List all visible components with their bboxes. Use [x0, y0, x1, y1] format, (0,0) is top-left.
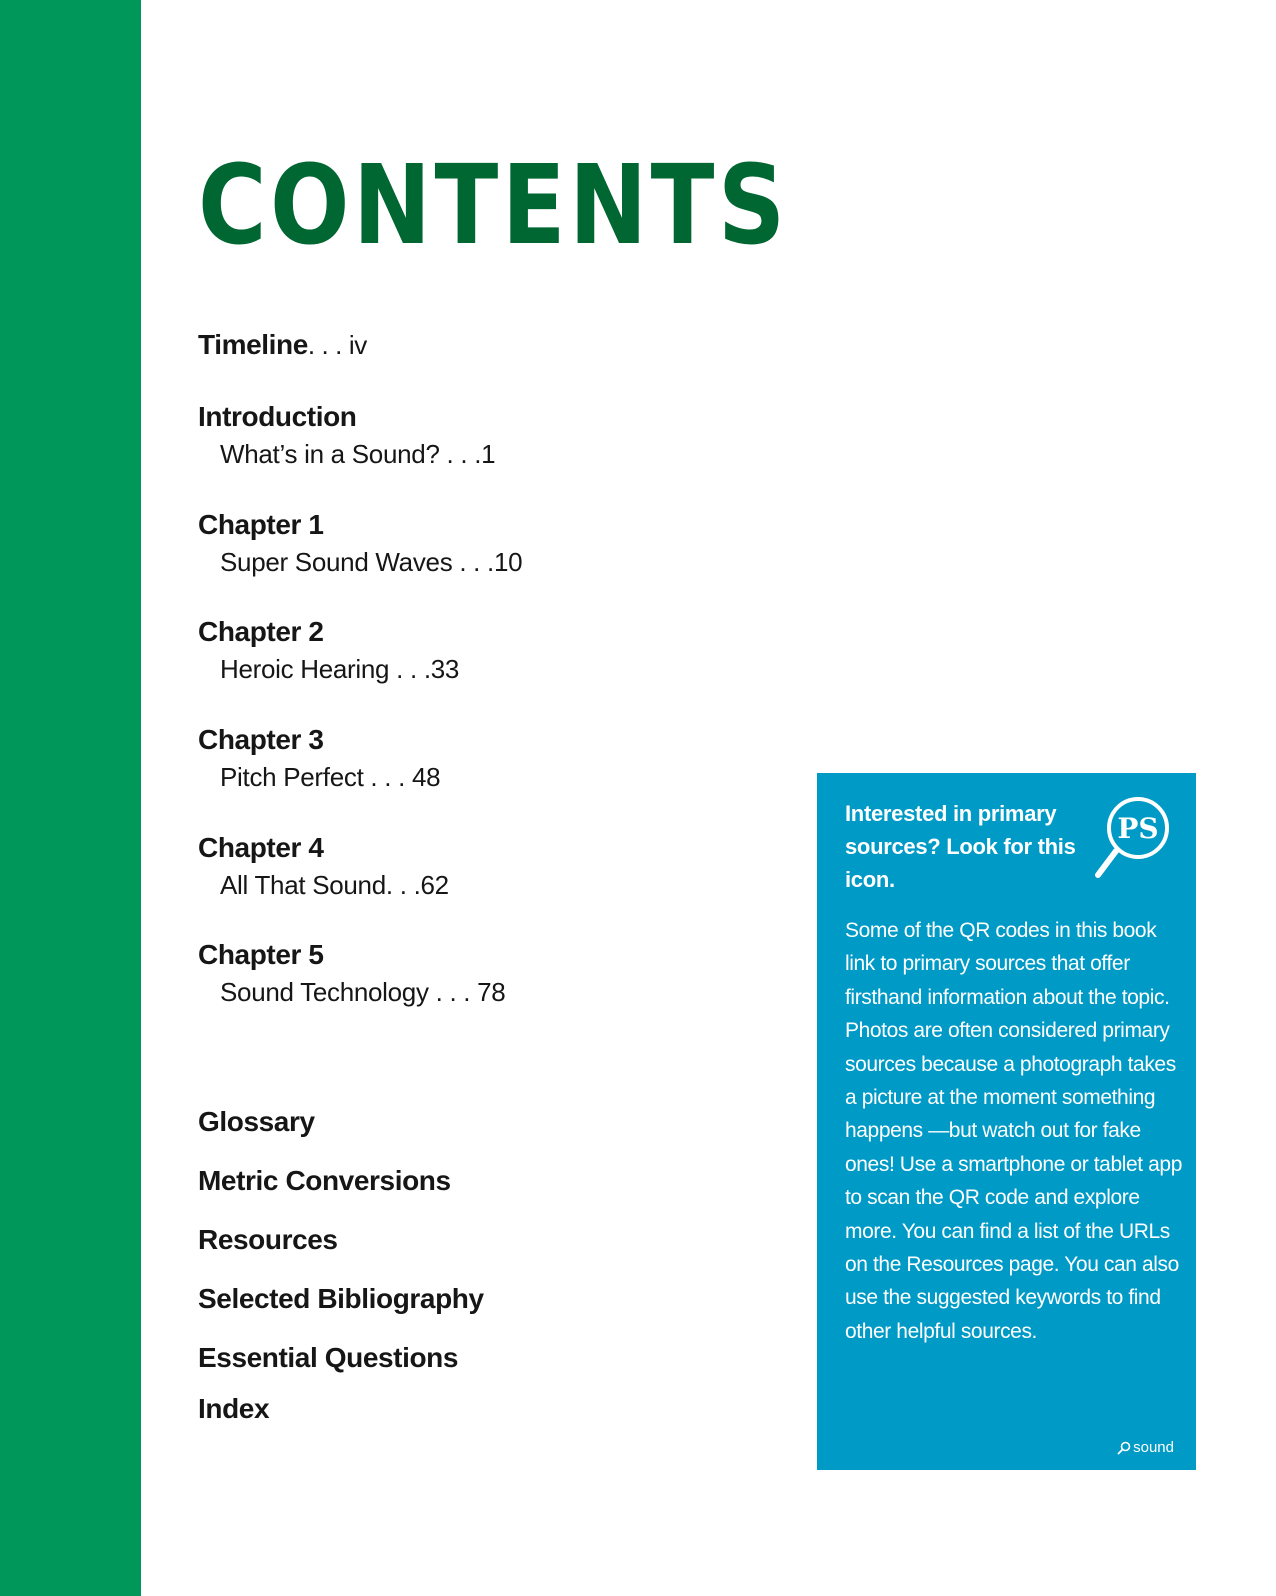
toc-selected-bibliography[interactable]: Selected Bibliography — [198, 1283, 484, 1314]
toc-label: Chapter 4 — [198, 832, 324, 863]
ps-box-heading: Interested in primary sources? Look for this icon. — [845, 801, 1076, 892]
toc-entry-chapter-5[interactable] — [198, 938, 505, 1009]
toc-entry-chapter-3[interactable] — [198, 723, 440, 794]
toc-label: Chapter 1 — [198, 509, 324, 540]
toc-glossary[interactable]: Glossary — [198, 1106, 315, 1137]
ps-icon-text: PS — [1117, 812, 1159, 845]
toc-resources[interactable]: Resources — [198, 1224, 338, 1255]
toc-subtitle: Pitch Perfect . . . 48 — [220, 762, 441, 792]
toc-entry-timeline[interactable] — [198, 328, 367, 362]
ps-box-body: Some of the QR codes in this book link to primary sources that offer firsthand information about the topic. Photos are often considered primary sources because a photograph takes a picture at the moment something happens —but watch out for fake ones! Use a smartphone or tablet app to scan the QR code and explore more. You can find a list of the URLs on the Resources page. You can also use the suggested keywords to find other helpful sources. — [845, 919, 1182, 1343]
green-sidebar-band — [0, 0, 141, 1596]
toc-index[interactable]: Index — [198, 1393, 270, 1424]
keyword-tag — [1117, 1439, 1174, 1456]
toc-subtitle: All That Sound. . .62 — [220, 870, 449, 900]
primary-sources-box — [817, 773, 1196, 1470]
toc-metric-conversions[interactable]: Metric Conversions — [198, 1165, 451, 1196]
toc-label: Chapter 2 — [198, 616, 324, 647]
toc-subtitle: What’s in a Sound? . . .1 — [220, 439, 496, 469]
toc-label: Introduction — [198, 401, 357, 432]
keyword-text: sound — [1133, 1439, 1174, 1456]
magnifying-glass-icon — [1092, 793, 1182, 883]
toc-entry-introduction[interactable] — [198, 400, 495, 471]
toc-label: Chapter 3 — [198, 724, 324, 755]
toc-entry-chapter-2[interactable] — [198, 615, 459, 686]
page-title: CONTENTS — [198, 141, 789, 269]
toc-page: . . . iv — [307, 330, 367, 360]
toc-subtitle: Super Sound Waves . . .10 — [220, 547, 523, 577]
toc-label: Timeline — [198, 329, 308, 360]
toc-label: Chapter 5 — [198, 939, 324, 970]
search-icon — [1117, 1441, 1131, 1455]
toc-subtitle: Sound Technology . . . 78 — [220, 977, 506, 1007]
toc-subtitle: Heroic Hearing . . .33 — [220, 654, 460, 684]
toc-entry-chapter-4[interactable] — [198, 831, 449, 902]
toc-essential-questions[interactable]: Essential Questions — [198, 1342, 459, 1373]
toc-entry-chapter-1[interactable] — [198, 508, 522, 579]
